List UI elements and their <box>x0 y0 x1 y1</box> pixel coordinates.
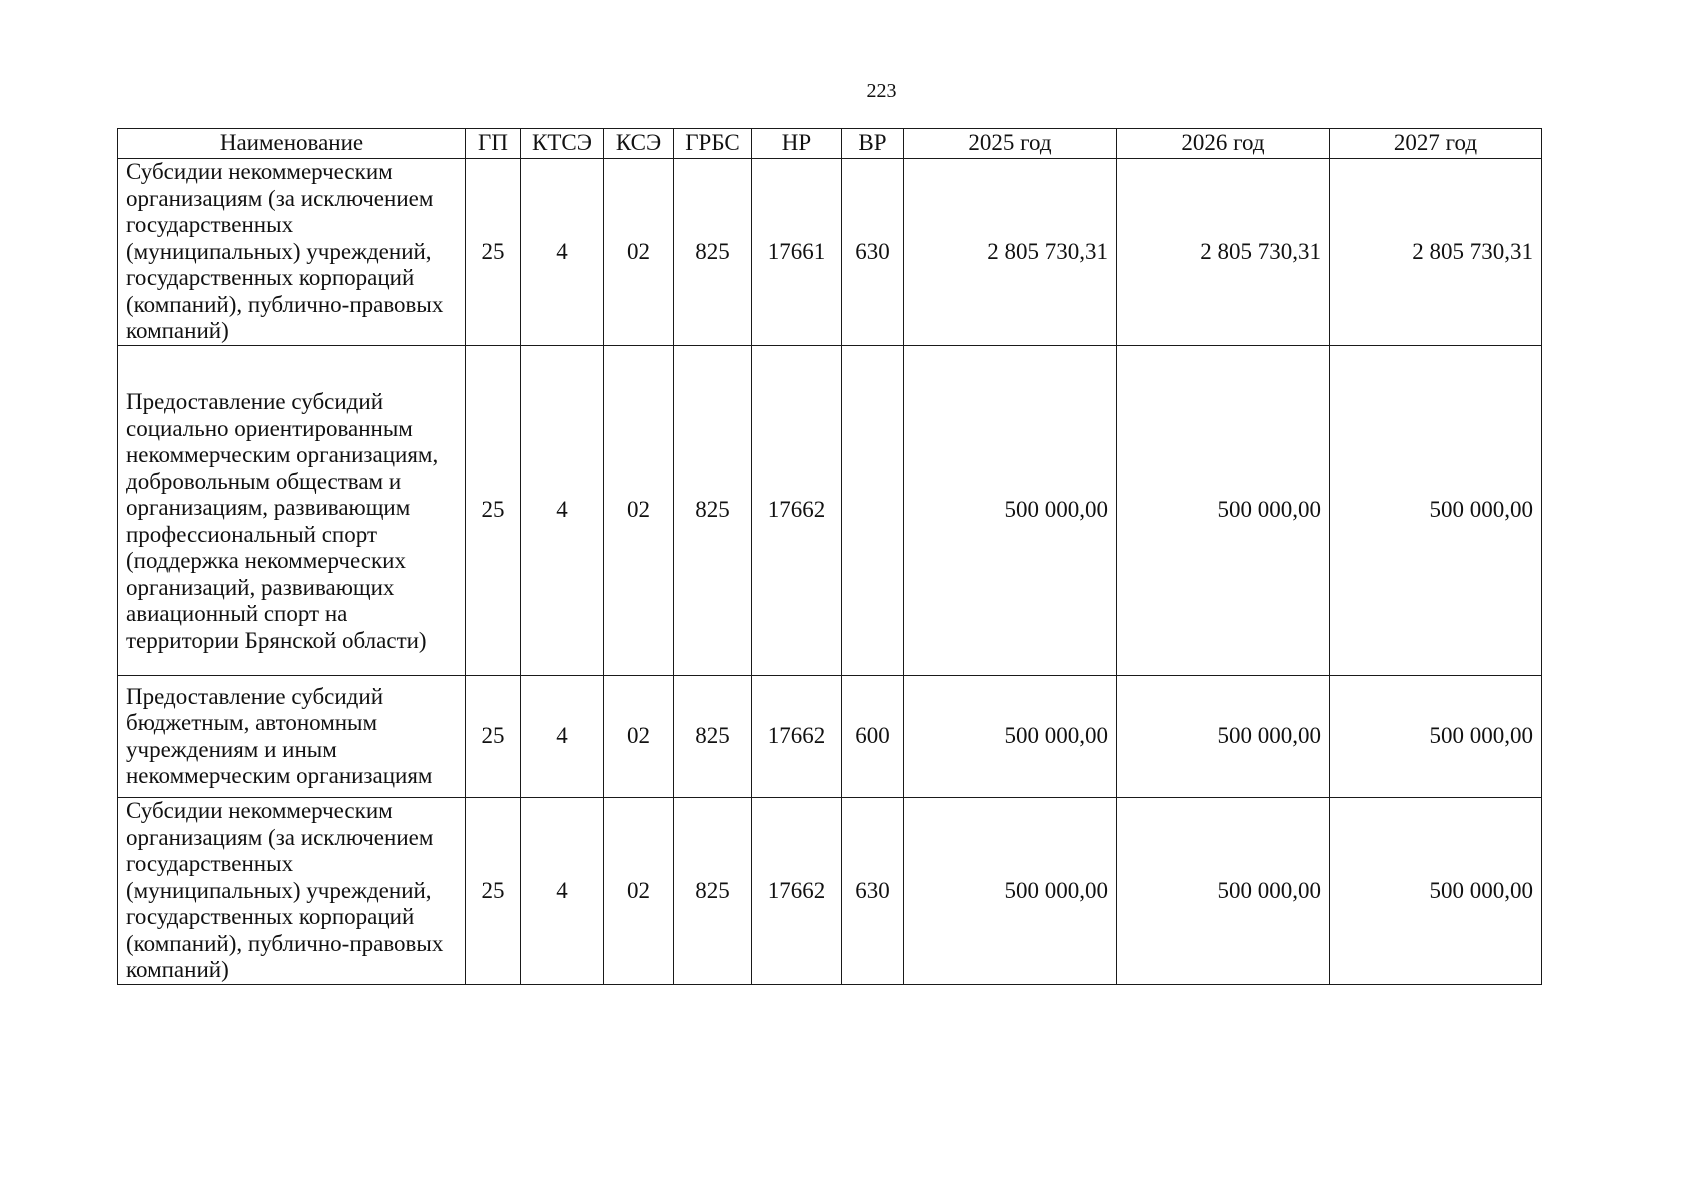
table-row <box>118 346 1542 676</box>
header-kse: КСЭ <box>604 129 674 159</box>
table-row <box>118 676 1542 798</box>
cell-ktse: 4 <box>521 159 604 346</box>
cell-gp: 25 <box>466 159 521 346</box>
cell-kse: 02 <box>604 798 674 985</box>
header-2026: 2026 год <box>1117 129 1330 159</box>
cell-kse: 02 <box>604 159 674 346</box>
cell-name: Субсидии некоммерческим организациям (за исключением государственных (муниципальных) учреждений, государственных корпораций (компаний), публично-правовых компаний) <box>118 159 466 346</box>
cell-amount-2027: 500 000,00 <box>1330 676 1542 798</box>
cell-gp: 25 <box>466 798 521 985</box>
table-row <box>118 798 1542 985</box>
cell-amount-2027: 500 000,00 <box>1330 346 1542 676</box>
cell-ktse: 4 <box>521 676 604 798</box>
header-2025: 2025 год <box>904 129 1117 159</box>
cell-amount-2025: 500 000,00 <box>904 798 1117 985</box>
header-ktse: КТСЭ <box>521 129 604 159</box>
cell-amount-2025: 500 000,00 <box>904 676 1117 798</box>
header-vr: ВР <box>842 129 904 159</box>
page-number: 223 <box>866 80 897 102</box>
cell-kse: 02 <box>604 676 674 798</box>
cell-grbs: 825 <box>674 676 752 798</box>
cell-ktse: 4 <box>521 346 604 676</box>
budget-table <box>117 128 1542 985</box>
cell-name: Субсидии некоммерческим организациям (за исключением государственных (муниципальных) учреждений, государственных корпораций (компаний), публично-правовых компаний) <box>118 798 466 985</box>
cell-amount-2026: 500 000,00 <box>1117 676 1330 798</box>
header-nr: НР <box>752 129 842 159</box>
cell-amount-2026: 500 000,00 <box>1117 798 1330 985</box>
cell-name: Предоставление субсидий бюджетным, автономным учреждениям и иным некоммерческим организациям <box>118 676 466 798</box>
header-grbs: ГРБС <box>674 129 752 159</box>
cell-vr: 600 <box>842 676 904 798</box>
header-2027: 2027 год <box>1330 129 1542 159</box>
cell-nr: 17662 <box>752 676 842 798</box>
cell-nr: 17662 <box>752 798 842 985</box>
header-name: Наименование <box>118 129 466 159</box>
cell-kse: 02 <box>604 346 674 676</box>
cell-amount-2027: 500 000,00 <box>1330 798 1542 985</box>
cell-vr: 630 <box>842 159 904 346</box>
cell-amount-2025: 2 805 730,31 <box>904 159 1117 346</box>
table-header-row <box>118 129 1542 159</box>
cell-amount-2027: 2 805 730,31 <box>1330 159 1542 346</box>
cell-nr: 17661 <box>752 159 842 346</box>
cell-grbs: 825 <box>674 798 752 985</box>
header-gp: ГП <box>466 129 521 159</box>
cell-nr: 17662 <box>752 346 842 676</box>
cell-amount-2025: 500 000,00 <box>904 346 1117 676</box>
cell-name: Предоставление субсидий социально ориентированным некоммерческим организациям, добровольным обществам и организациям, развивающим профессиональный спорт (поддержка некоммерческих организаций, развивающих авиационный спорт на территории Брянской области) <box>118 346 466 676</box>
cell-vr <box>842 346 904 676</box>
cell-ktse: 4 <box>521 798 604 985</box>
cell-vr: 630 <box>842 798 904 985</box>
cell-gp: 25 <box>466 346 521 676</box>
cell-amount-2026: 500 000,00 <box>1117 346 1330 676</box>
cell-amount-2026: 2 805 730,31 <box>1117 159 1330 346</box>
cell-grbs: 825 <box>674 159 752 346</box>
cell-gp: 25 <box>466 676 521 798</box>
table-row <box>118 159 1542 346</box>
cell-grbs: 825 <box>674 346 752 676</box>
